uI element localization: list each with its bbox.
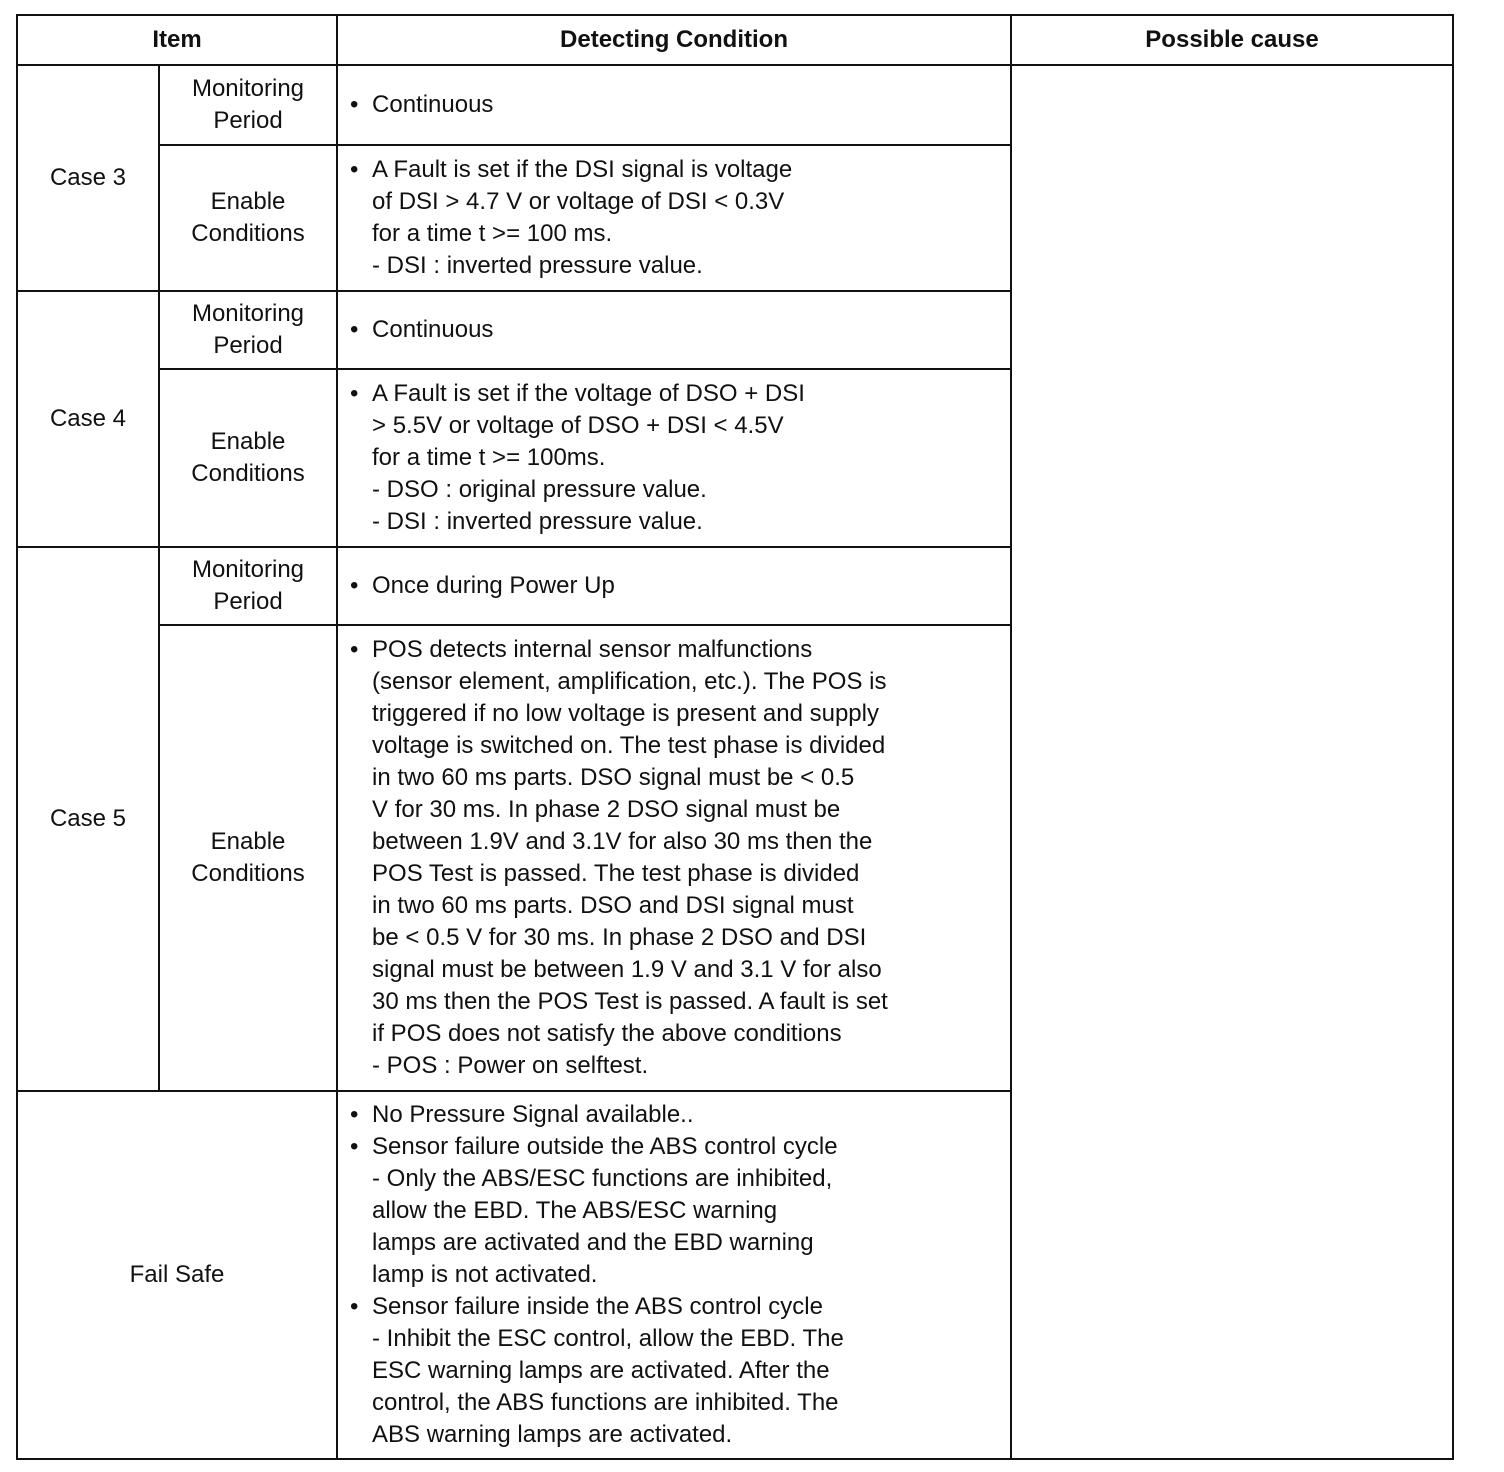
header-item: Item	[17, 15, 337, 65]
case5-label: Case 5	[17, 547, 159, 1091]
table-row	[17, 65, 1453, 145]
case4-label: Case 4	[17, 291, 159, 547]
fail-safe-label: Fail Safe	[17, 1091, 337, 1459]
fail-safe-item: • Sensor failure outside the ABS control cycle - Only the ABS/ESC functions are inhibited, allow the EBD. The ABS/ESC warning lamps are activated and the EBD warning lamp is not activated.	[372, 1131, 1000, 1291]
case3-monitoring-label: Monitoring Period	[159, 65, 337, 145]
detecting-condition-table	[16, 14, 1454, 1460]
fail-safe-item: • Sensor failure inside the ABS control cycle - Inhibit the ESC control, allow the EBD. The ESC warning lamps are activated. After the control, the ABS functions are inhibited. The ABS warning lamps are activated.	[372, 1291, 1000, 1451]
header-row	[17, 15, 1453, 65]
case4-monitoring-value: • Continuous	[372, 314, 1000, 346]
header-possible-cause: Possible cause	[1011, 15, 1453, 65]
case4-enable-label: Enable Conditions	[159, 369, 337, 547]
case4-monitoring-label: Monitoring Period	[159, 291, 337, 369]
header-detecting-condition: Detecting Condition	[337, 15, 1011, 65]
case3-enable-label: Enable Conditions	[159, 145, 337, 291]
case5-monitoring-label: Monitoring Period	[159, 547, 337, 625]
fail-safe-item: • No Pressure Signal available..	[372, 1099, 1000, 1131]
case3-label: Case 3	[17, 65, 159, 291]
case3-monitoring-value: • Continuous	[372, 89, 1000, 121]
case3-enable-value: • A Fault is set if the DSI signal is voltage of DSI > 4.7 V or voltage of DSI < 0.3V for a time t >= 100 ms. - DSI : inverted pressure value.	[372, 154, 1000, 282]
case5-enable-label: Enable Conditions	[159, 625, 337, 1091]
case5-monitoring-value: • Once during Power Up	[372, 570, 1000, 602]
possible-cause-cell	[1011, 65, 1453, 1459]
case4-enable-value: • A Fault is set if the voltage of DSO + DSI > 5.5V or voltage of DSO + DSI < 4.5V for a time t >= 100ms. - DSO : original pressure value. - DSI : inverted pressure value.	[372, 378, 1000, 538]
case5-enable-value: • POS detects internal sensor malfunctions (sensor element, amplification, etc.). The POS is triggered if no low voltage is present and supply voltage is switched on. The test phase is divided in two 60 ms parts. DSO signal must be < 0.5 V for 30 ms. In phase 2 DSO signal must be between 1.9V and 3.1V for also 30 ms then the POS Test is passed. The test phase is divided in two 60 ms parts. DSO and DSI signal must be < 0.5 V for 30 ms. In phase 2 DSO and DSI signal must be between 1.9 V and 3.1 V for also 30 ms then the POS Test is passed. A fault is set if POS does not satisfy the above conditions - POS : Power on selftest.	[372, 634, 1000, 1082]
